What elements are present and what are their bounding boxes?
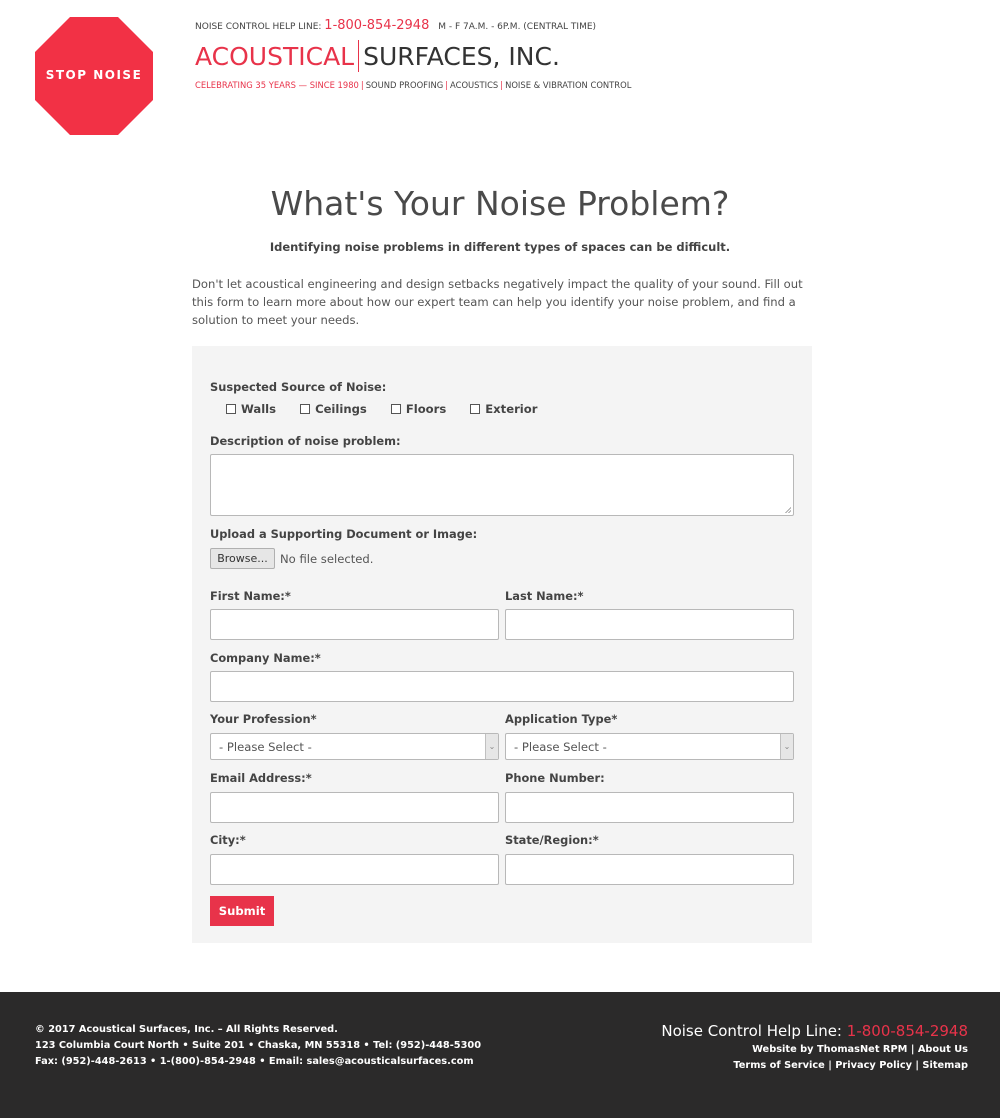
- tagline: CELEBRATING 35 YEARS — SINCE 1980 | SOUND PROOFING | ACOUSTICS | NOISE & VIBRATION CONTROL: [195, 80, 632, 90]
- last-name-label: Last Name:*: [505, 589, 584, 603]
- link-terms[interactable]: Terms of Service: [733, 1060, 825, 1071]
- state-field[interactable]: [505, 854, 794, 885]
- checkbox-icon[interactable]: [300, 404, 310, 414]
- checkbox-label[interactable]: Walls: [241, 402, 277, 416]
- state-label: State/Region:*: [505, 833, 599, 847]
- source-checkboxes: [226, 402, 561, 416]
- first-name-field[interactable]: [210, 609, 499, 640]
- company-label: Company Name:*: [210, 651, 321, 665]
- brand-wordmark[interactable]: [195, 39, 631, 73]
- link-sitemap[interactable]: Sitemap: [922, 1060, 968, 1071]
- tagline-item: ACOUSTICS: [450, 80, 499, 90]
- email-field[interactable]: [210, 792, 499, 823]
- helpline-label: NOISE CONTROL HELP LINE:: [195, 22, 322, 32]
- intro-paragraph: Don't let acoustical engineering and design setbacks negatively impact the quality of your sound. Fill out this form to learn more about how our expert team can help you identify your noise problem, and find a solution to meet your needs.: [192, 277, 803, 327]
- checkbox-label[interactable]: Ceilings: [315, 402, 367, 416]
- helpline-phone[interactable]: 1-800-854-2948: [324, 18, 430, 33]
- chevron-down-icon[interactable]: ⌄: [780, 734, 793, 759]
- noise-problem-form: [192, 346, 812, 943]
- profession-value: - Please Select -: [219, 740, 312, 754]
- helpline-hours: M - F 7A.M. - 6P.M. (CENTRAL TIME): [438, 22, 597, 32]
- checkbox-label[interactable]: Floors: [405, 402, 447, 416]
- chevron-down-icon[interactable]: ⌄: [485, 734, 498, 759]
- footer-fax-email: Fax: (952)-448-2613 • 1-(800)-854-2948 • Email: sales@acousticalsurfaces.com: [35, 1056, 474, 1067]
- footer-helpline-label: Noise Control Help Line:: [661, 1022, 842, 1040]
- helpline: [195, 18, 631, 33]
- brand-divider: [358, 40, 359, 72]
- link-thomasnet[interactable]: Website by ThomasNet RPM: [752, 1044, 908, 1055]
- description-textarea[interactable]: [210, 454, 794, 516]
- upload-label: Upload a Supporting Document or Image:: [210, 527, 478, 541]
- logo-text: STOP NOISE: [45, 68, 143, 82]
- description-label: Description of noise problem:: [210, 434, 401, 448]
- page-subtitle: Identifying noise problems in different types of spaces can be difficult.: [269, 240, 731, 254]
- brand-surfaces: SURFACES, INC.: [363, 41, 560, 71]
- application-label: Application Type*: [505, 712, 618, 726]
- profession-label: Your Profession*: [210, 712, 317, 726]
- checkbox-exterior[interactable]: [470, 402, 537, 416]
- checkbox-walls[interactable]: [226, 402, 276, 416]
- profession-select[interactable]: [210, 733, 499, 760]
- footer-contact: [35, 1022, 481, 1070]
- city-label: City:*: [210, 833, 246, 847]
- checkbox-icon[interactable]: [470, 404, 480, 414]
- company-field[interactable]: [210, 671, 794, 702]
- last-name-field[interactable]: [505, 609, 794, 640]
- tagline-anniversary: CELEBRATING 35 YEARS — SINCE 1980: [195, 80, 359, 90]
- footer-copyright: © 2017 Acoustical Surfaces, Inc. – All Rights Reserved.: [35, 1024, 338, 1035]
- browse-button[interactable]: Browse...: [210, 548, 275, 569]
- checkbox-icon[interactable]: [226, 404, 236, 414]
- site-footer: [0, 992, 1000, 1118]
- footer-helpline-phone[interactable]: 1-800-854-2948: [846, 1022, 968, 1040]
- checkbox-label[interactable]: Exterior: [485, 402, 538, 416]
- checkbox-floors[interactable]: [391, 402, 446, 416]
- email-label: Email Address:*: [210, 771, 312, 785]
- phone-field[interactable]: [505, 792, 794, 823]
- stop-noise-logo[interactable]: [35, 17, 153, 135]
- tagline-item: SOUND PROOFING: [365, 80, 444, 90]
- source-label: Suspected Source of Noise:: [210, 380, 387, 394]
- checkbox-ceilings[interactable]: [300, 402, 367, 416]
- stop-sign-icon: [35, 17, 153, 135]
- file-status: No file selected.: [280, 552, 374, 566]
- submit-button[interactable]: Submit: [210, 896, 274, 926]
- link-about-us[interactable]: About Us: [917, 1044, 968, 1055]
- link-privacy[interactable]: Privacy Policy: [835, 1060, 913, 1071]
- page-title: What's Your Noise Problem?: [270, 184, 730, 223]
- tagline-item: NOISE & VIBRATION CONTROL: [505, 80, 632, 90]
- footer-helpline: [661, 1020, 968, 1042]
- first-name-label: First Name:*: [210, 589, 291, 603]
- footer-address: 123 Columbia Court North • Suite 201 • Chaska, MN 55318 • Tel: (952)-448-5300: [35, 1040, 482, 1051]
- application-value: - Please Select -: [514, 740, 607, 754]
- phone-label: Phone Number:: [505, 771, 605, 785]
- resize-handle-icon[interactable]: [785, 507, 791, 513]
- application-select[interactable]: [505, 733, 794, 760]
- city-field[interactable]: [210, 854, 499, 885]
- footer-links: Noise Control Help Line: 1-800-854-2948 Website by ThomasNet RPM | About Us Terms of Service | Privacy Policy | Sitemap: [661, 1022, 968, 1071]
- brand-acoustical: ACOUSTICAL: [195, 41, 355, 71]
- site-header: [195, 18, 631, 90]
- checkbox-icon[interactable]: [391, 404, 401, 414]
